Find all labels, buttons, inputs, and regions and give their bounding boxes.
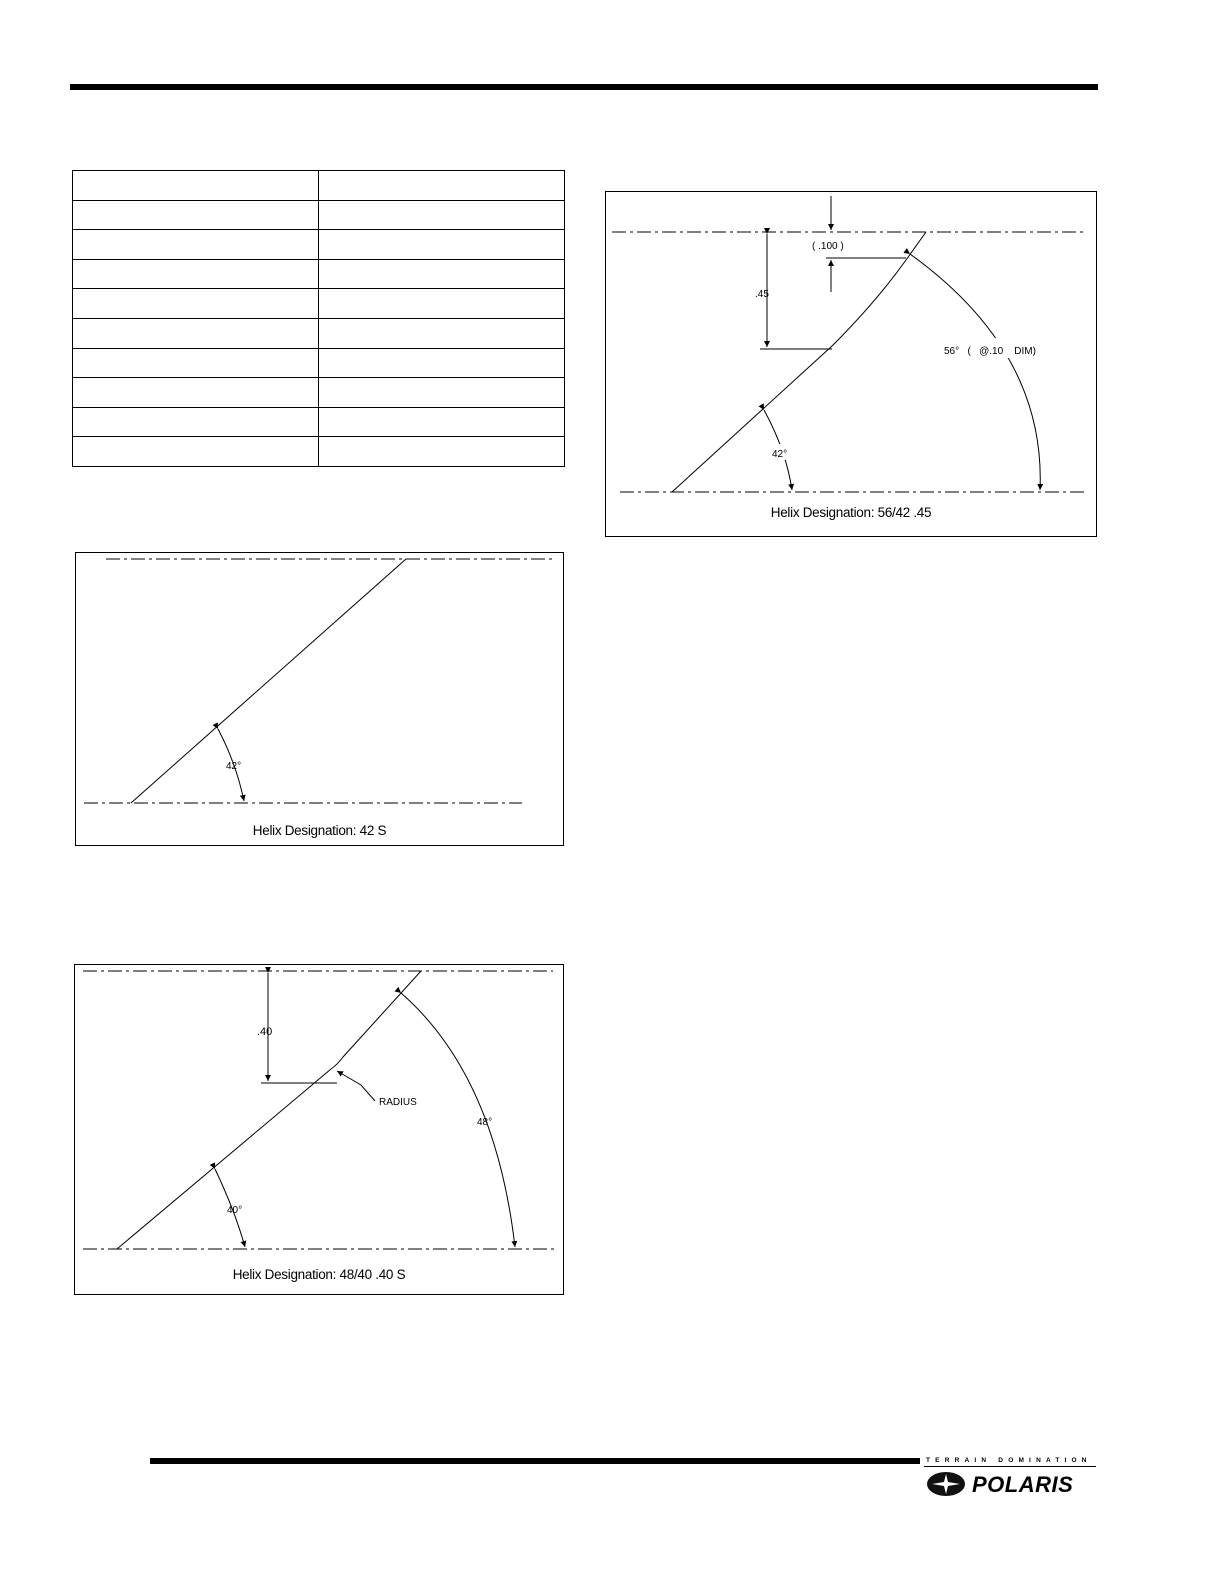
table-cell bbox=[319, 230, 565, 260]
table-cell bbox=[73, 378, 319, 408]
footer-rule bbox=[150, 1458, 920, 1464]
table-cell bbox=[319, 200, 565, 230]
table-cell bbox=[319, 171, 565, 201]
dim-label: .45 bbox=[755, 289, 769, 300]
table-cell bbox=[319, 259, 565, 289]
dim-label: .40 bbox=[257, 1026, 273, 1038]
radius-leader bbox=[337, 1071, 375, 1101]
table-row bbox=[73, 318, 565, 348]
helix-ramp bbox=[117, 971, 421, 1249]
table-row bbox=[73, 437, 565, 467]
table-cell bbox=[73, 318, 319, 348]
brand-logo: POLARIS bbox=[972, 1472, 1074, 1497]
helix-ramp bbox=[131, 559, 406, 803]
table-cell bbox=[73, 259, 319, 289]
figure-caption: Helix Designation: 48/40 .40 S bbox=[232, 1267, 406, 1282]
table-row bbox=[73, 230, 565, 260]
table-row bbox=[73, 407, 565, 437]
table-cell bbox=[319, 348, 565, 378]
table-row bbox=[73, 378, 565, 408]
polaris-star-icon bbox=[926, 1470, 966, 1498]
header-rule bbox=[70, 84, 1098, 90]
angle-bottom-label: 40° bbox=[227, 1205, 243, 1216]
figure-helix-5642 bbox=[605, 191, 1097, 537]
table-row bbox=[73, 289, 565, 319]
table-cell bbox=[319, 407, 565, 437]
table-cell bbox=[73, 200, 319, 230]
table-row bbox=[73, 200, 565, 230]
figure-caption: Helix Designation: 42 S bbox=[252, 823, 387, 838]
table-cell bbox=[73, 289, 319, 319]
angle-top-label: 56° ( @.10 DIM) bbox=[944, 346, 1036, 357]
table-cell bbox=[319, 318, 565, 348]
angle-top-arc bbox=[401, 993, 515, 1247]
spec-table bbox=[72, 170, 565, 467]
angle-top-label: 48° bbox=[477, 1117, 493, 1128]
helix-5642-drawing bbox=[606, 192, 1096, 536]
helix-42s-drawing bbox=[76, 553, 563, 845]
table-cell bbox=[73, 171, 319, 201]
angle-top-arc bbox=[910, 254, 1040, 490]
figure-helix-42s bbox=[75, 552, 564, 846]
table-cell bbox=[73, 230, 319, 260]
tagline-rule bbox=[924, 1466, 1096, 1467]
table-cell bbox=[319, 289, 565, 319]
angle-bottom-label: 42° bbox=[772, 449, 788, 460]
table-cell bbox=[73, 348, 319, 378]
dim-small-label: ( .100 ) bbox=[812, 241, 844, 252]
angle-label: 42° bbox=[226, 761, 242, 772]
table-cell bbox=[73, 407, 319, 437]
table-cell bbox=[73, 437, 319, 467]
helix-ramp bbox=[672, 232, 926, 492]
radius-label: RADIUS bbox=[379, 1097, 417, 1108]
table-row bbox=[73, 171, 565, 201]
table-cell bbox=[319, 378, 565, 408]
brand-tagline: TERRAIN DOMINATION bbox=[926, 1457, 1092, 1464]
helix-4840-drawing bbox=[75, 965, 563, 1294]
figure-caption: Helix Designation: 56/42 .45 bbox=[770, 505, 932, 520]
table-cell bbox=[319, 437, 565, 467]
table-row bbox=[73, 259, 565, 289]
table-row bbox=[73, 348, 565, 378]
figure-helix-4840 bbox=[74, 964, 564, 1295]
